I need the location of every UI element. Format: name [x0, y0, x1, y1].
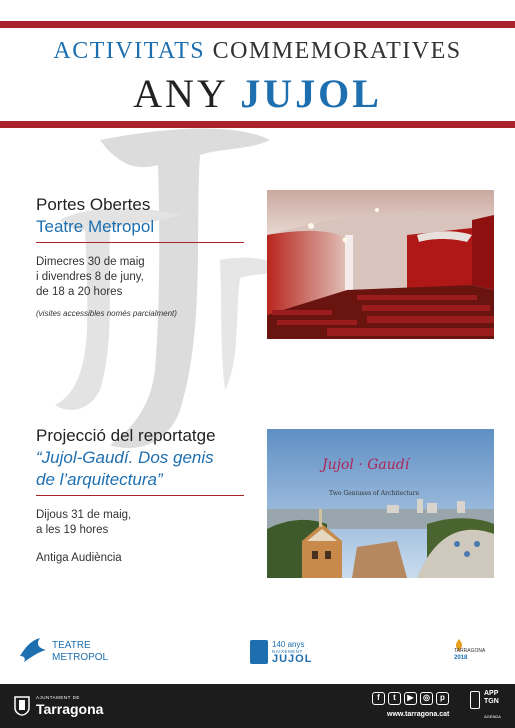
theatre-interior-photo — [267, 190, 494, 339]
event2-heading: Projecció del reportatge — [36, 426, 216, 445]
title-main-accent: JUJOL — [240, 71, 382, 116]
social-links — [372, 692, 449, 705]
event-screening — [36, 425, 246, 564]
tarragona-crest-icon — [14, 696, 30, 716]
event2-title-line-1: “Jujol-Gaudí. Dos genis — [36, 448, 214, 467]
event1-venue: Teatre Metropol — [36, 217, 155, 236]
image-title-text: Jujol · Gaudí — [322, 457, 410, 473]
event1-date-line-3: de 18 a 20 hores — [36, 286, 123, 298]
event2-date-line-1: Dijous 31 de maig, — [36, 509, 132, 521]
jujol-monogram-icon — [250, 640, 268, 664]
partner-logos-row — [0, 632, 515, 672]
metropol-bird-icon — [18, 636, 48, 664]
park-guell-photo — [267, 429, 494, 578]
instagram-icon[interactable]: ◎ — [420, 692, 433, 705]
event2-title-line-2: de l’arquitectura” — [36, 470, 163, 489]
event1-heading: Portes Obertes — [36, 195, 151, 214]
event-open-doors — [36, 194, 246, 318]
event1-accessibility-note: (visites accessibles només parcialment) — [36, 309, 177, 318]
event1-divider — [36, 242, 244, 243]
footer-city: Tarragona — [36, 701, 104, 717]
jujol-140-logo — [250, 640, 320, 674]
title-accent-word: ACTIVITATS — [53, 38, 206, 64]
footer-ajuntament: AJUNTAMENT DE — [36, 695, 80, 700]
youtube-icon[interactable]: ▶ — [404, 692, 417, 705]
teatre-metropol-logo — [18, 636, 118, 670]
title-line-1 — [0, 38, 515, 65]
metropol-line-2: METROPOL — [52, 652, 109, 663]
footer-bar — [0, 684, 515, 728]
facebook-icon[interactable]: f — [372, 692, 385, 705]
app-line-2: TGN — [484, 698, 499, 705]
app-agenda-label: AGENDA — [484, 714, 501, 719]
jujol-name: JUJOL — [272, 653, 313, 665]
event2-date-line-2: a les 19 hores — [36, 524, 109, 536]
app-tgn-label[interactable] — [484, 690, 499, 706]
app-line-1: APP — [484, 690, 499, 697]
tgn-label: TARRAGONA — [454, 648, 486, 654]
mobile-phone-icon — [470, 691, 480, 709]
event1-date-line-2: i divendres 8 de juny, — [36, 271, 144, 283]
footer-website-link[interactable]: www.tarragona.cat — [387, 711, 450, 718]
jujol-small-caption: NAIXEMENT — [272, 649, 303, 654]
metropol-line-1: TEATRE — [52, 640, 91, 651]
image-subtitle-text: Two Geniuses of Architecture — [329, 490, 420, 497]
header-top-rule — [0, 21, 515, 28]
jujol-anniversary: 140 anys — [272, 640, 305, 649]
pinterest-icon[interactable]: p — [436, 692, 449, 705]
title-prefix: ANY — [133, 71, 228, 116]
tarragona-2018-logo — [452, 638, 502, 672]
twitter-icon[interactable]: t — [388, 692, 401, 705]
event1-date-line-1: Dimecres 30 de maig — [36, 256, 145, 268]
title-rest-word: COMMEMORATIVES — [212, 38, 462, 64]
event2-divider — [36, 495, 244, 496]
event2-place: Antiga Audiència — [36, 552, 122, 564]
tgn-year: 2018 — [454, 655, 468, 661]
